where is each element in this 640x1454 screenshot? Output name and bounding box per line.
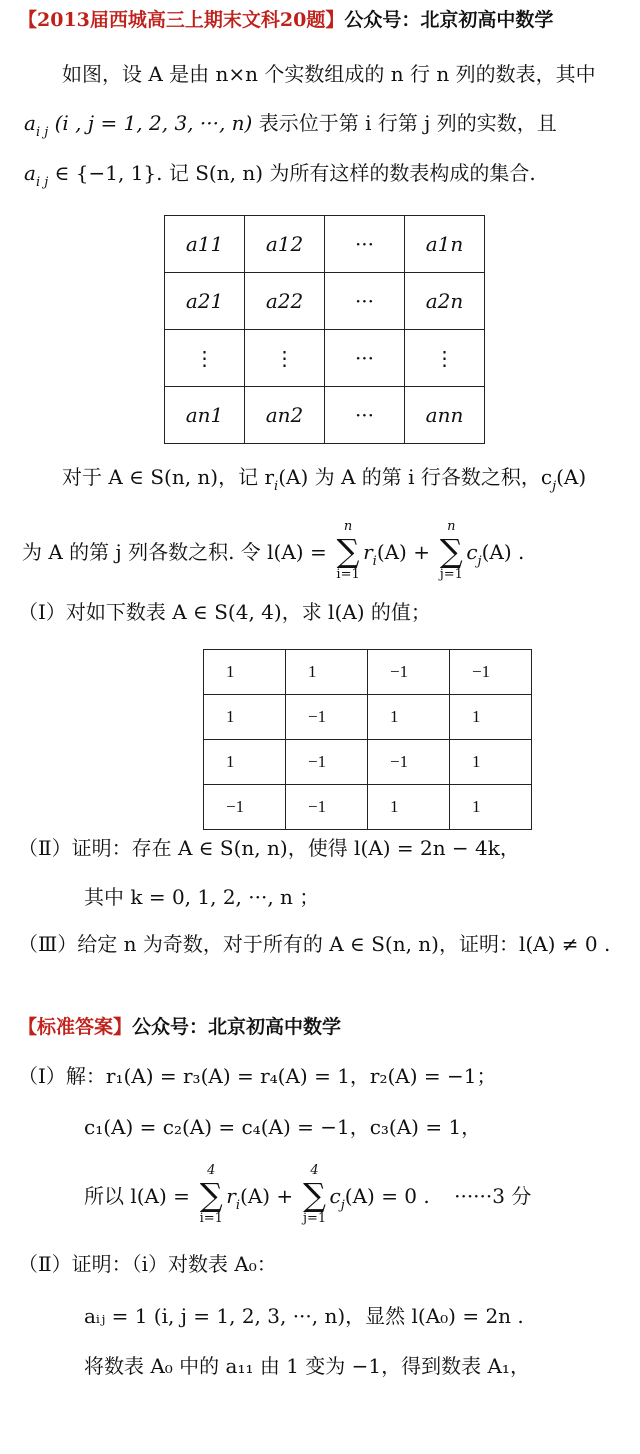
table-cell: 1 [286,650,368,695]
table-cell: ⋮ [405,330,485,387]
answer-header [18,1013,341,1041]
table-cell: −1 [204,785,286,830]
table-row [165,273,485,330]
sum-symbol: n ∑ i=1 [336,518,360,582]
table-cell: −1 [368,740,450,785]
table-cell: a12 [245,216,325,273]
table-cell: a21 [165,273,245,330]
definition-line-2: 为 A 的第 j 列各数之积. 令 l(A) = n ∑ i=1 $r_i(A)$ + n ∑ j=1 $c_j(A)$ . [22,518,525,582]
solution-2-line-c: 将数表 A₀ 中的 a₁₁ 由 1 变为 −1，得到数表 A₁， [84,1354,530,1378]
table-row [204,740,532,785]
table-row [204,650,532,695]
sum-symbol: 4 ∑ i=1 [199,1162,223,1226]
table-row [165,216,485,273]
table-cell: −1 [286,695,368,740]
intro-line-1: 如图，设 A 是由 n×n 个实数组成的 n 行 n 列的数表，其中 [62,62,596,86]
header-line [18,6,553,34]
score-label: ······3 分 [454,1184,532,1208]
symbolic-matrix-table [164,215,485,444]
part-2-condition: 其中 k = 0, 1, 2, ···, n ； [84,885,320,909]
table-cell: 1 [450,695,532,740]
part-3-question: （Ⅲ）给定 n 为奇数，对于所有的 A ∈ S(n, n)，证明：l(A) ≠ 0 . [18,932,611,956]
table-cell: an1 [165,387,245,444]
table-cell: a1n [405,216,485,273]
part-2-question: （Ⅱ）证明：存在 A ∈ S(n, n)，使得 l(A) = 2n − 4k， [18,836,520,860]
intro-line-3: $a_{i j}$ ∈ {−1, 1}. 记 S(n, n) 为所有这样的数表构成的集合. [24,161,536,190]
table-cell: ⋮ [245,330,325,387]
table-cell: 1 [368,695,450,740]
table-row [165,330,485,387]
table-row [165,387,485,444]
table-cell: 1 [204,650,286,695]
part-1-question: （Ⅰ）对如下数表 A ∈ S(4, 4)，求 l(A) 的值； [18,600,431,624]
table-row [204,785,532,830]
table-cell: −1 [368,650,450,695]
table-cell: −1 [450,650,532,695]
table-cell: ··· [325,216,405,273]
answer-account: 公众号：北京初高中数学 [132,1016,342,1038]
header-source: 【2013届西城高三上期末文科20题】 [18,9,345,31]
table-cell: ··· [325,387,405,444]
numeric-matrix-table [203,649,532,830]
table-cell: ⋮ [165,330,245,387]
solution-2-line-b: aᵢⱼ = 1 (i, j = 1, 2, 3, ···, n)，显然 l(A₀) = 2n . [84,1304,524,1328]
table-cell: −1 [286,785,368,830]
sum-symbol: 4 ∑ j=1 [302,1162,327,1226]
table-cell: 1 [368,785,450,830]
intro-line-2: $a_{i j}$ (i , j = 1, 2, 3, ···, n) 表示位于第 i 行第 j 列的实数，且 [24,111,557,140]
table-cell: a11 [165,216,245,273]
definition-line-1: 对于 A ∈ S(n, n)，记 $r_i(A)$ 为 A 的第 i 行各数之积，$c_j(A)$ [62,465,587,494]
solution-1-line-c: 所以 l(A) = 4 ∑ i=1 $r_i(A)$ + 4 ∑ j=1 $c_j(A) = 0$ . ······3 分 [84,1162,532,1226]
table-cell: 1 [204,695,286,740]
table-cell: −1 [286,740,368,785]
solution-1-line-a: （Ⅰ）解：r₁(A) = r₃(A) = r₄(A) = 1，r₂(A) = −1； [18,1064,497,1088]
solution-1-line-b: c₁(A) = c₂(A) = c₄(A) = −1，c₃(A) = 1， [84,1115,482,1139]
table-cell: ··· [325,330,405,387]
table-cell: a22 [245,273,325,330]
table-cell: an2 [245,387,325,444]
header-account: 公众号：北京初高中数学 [344,9,554,31]
table-cell: 1 [450,740,532,785]
table-cell: ··· [325,273,405,330]
answer-title: 【标准答案】 [18,1016,133,1038]
table-row [204,695,532,740]
table-cell: 1 [450,785,532,830]
table-cell: a2n [405,273,485,330]
sum-symbol: n ∑ j=1 [439,518,463,582]
table-cell: ann [405,387,485,444]
table-cell: 1 [204,740,286,785]
solution-2-line-a: （Ⅱ）证明：（ⅰ）对数表 A₀： [18,1252,277,1276]
